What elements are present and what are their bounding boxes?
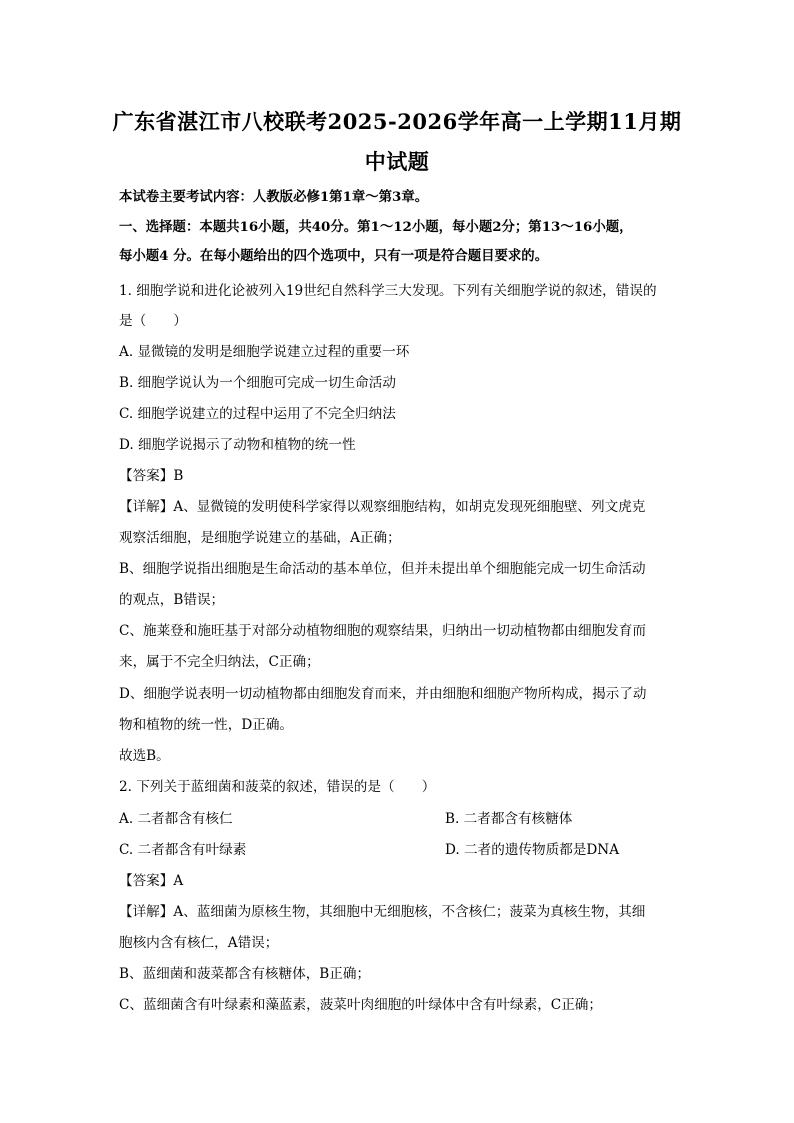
q1-explain-b-line-1: B、细胞学说指出细胞是生命活动的基本单位，但并未提出单个细胞能完成一切生命活动 xyxy=(119,561,646,577)
q1-option-d: D. 细胞学说揭示了动物和植物的统一性 xyxy=(119,437,356,453)
q1-stem-line-2: 是（ ） xyxy=(119,313,187,329)
q2-option-b: B. 二者都含有核糖体 xyxy=(445,811,573,827)
q2-explain-a-line-2: 胞核内含有核仁，A错误； xyxy=(119,935,279,951)
q2-option-c: C. 二者都含有叶绿素 xyxy=(119,842,247,858)
q2-option-d: D. 二者的遗传物质都是DNA xyxy=(445,842,620,858)
document-title-line-1: 广东省湛江市八校联考2025-2026学年高一上学期11月期 xyxy=(112,109,682,134)
q1-explain-c-line-1: C、施莱登和施旺基于对部分动植物细胞的观察结果，归纳出一切动植物都由细胞发育而 xyxy=(119,623,646,639)
q1-stem-line-1: 1. 细胞学说和进化论被列入19世纪自然科学三大发现。下列有关细胞学说的叙述，错误的 xyxy=(119,283,657,299)
q2-answer: 【答案】A xyxy=(119,873,184,889)
q2-explain-c: C、蓝细菌含有叶绿素和藻蓝素，菠菜叶肉细胞的叶绿体中含有叶绿素，C正确； xyxy=(119,997,602,1013)
section-header-line-1: 一、选择题：本题共16小题，共40分。第1～12小题，每小题2分；第13～16小题， xyxy=(119,219,633,235)
section-header-line-2: 每小题4 分。在每小题给出的四个选项中，只有一项是符合题目要求的。 xyxy=(119,248,549,264)
q2-explain-a-line-1: 【详解】A、蓝细菌为原核生物，其细胞中无细胞核，不含核仁；菠菜为真核生物，其细 xyxy=(119,904,646,920)
q1-explain-c-line-2: 来，属于不完全归纳法，C正确； xyxy=(119,654,320,670)
q2-stem: 2. 下列关于蓝细菌和菠菜的叙述，错误的是（ ） xyxy=(119,779,436,795)
q1-explain-a-line-2: 观察活细胞，是细胞学说建立的基础，A正确； xyxy=(119,530,401,546)
q1-conclusion: 故选B。 xyxy=(119,748,170,764)
q2-explain-b: B、蓝细菌和菠菜都含有核糖体，B正确； xyxy=(119,966,371,982)
q1-explain-d-line-1: D、细胞学说表明一切动植物都由细胞发育而来，并由细胞和细胞产物所构成，揭示了动 xyxy=(119,686,647,702)
q1-option-c: C. 细胞学说建立的过程中运用了不完全归纳法 xyxy=(119,406,396,422)
q1-explain-d-line-2: 物和植物的统一性，D正确。 xyxy=(119,717,294,733)
q1-option-a: A. 显微镜的发明是细胞学说建立过程的重要一环 xyxy=(119,344,410,360)
q1-explain-a-line-1: 【详解】A、显微镜的发明使科学家得以观察细胞结构，如胡克发现死细胞壁、列文虎克 xyxy=(119,499,646,515)
q1-explain-b-line-2: 的观点，B错误； xyxy=(119,592,225,608)
q2-option-a: A. 二者都含有核仁 xyxy=(119,811,233,827)
q1-answer: 【答案】B xyxy=(119,468,184,484)
document-title-line-2: 中试题 xyxy=(364,149,430,174)
exam-scope: 本试卷主要考试内容：人教版必修1第1章～第3章。 xyxy=(119,189,429,205)
q1-option-b: B. 细胞学说认为一个细胞可完成一切生命活动 xyxy=(119,375,396,391)
